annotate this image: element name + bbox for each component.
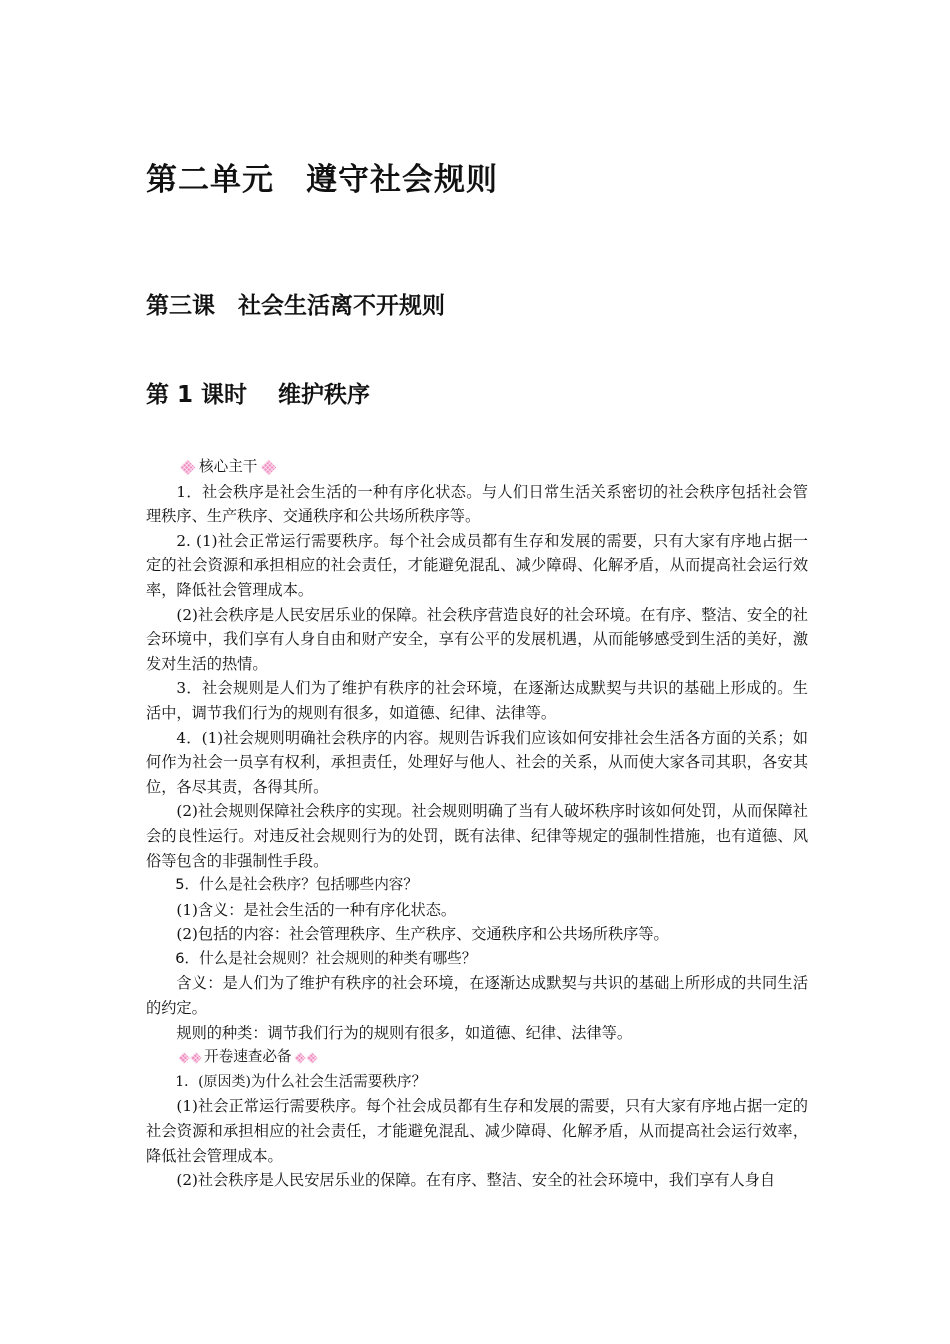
paragraph: 4．(1)社会规则明确社会秩序的内容。规则告诉我们应该如何安排社会生活各方面的关系；如何作为社会一员享有权利，承担责任，处理好与他人、社会的关系，从而使大家各司其职，各安其位，各尽其责，各得其所。 [146, 728, 808, 796]
diamond-small-icon [190, 1052, 201, 1063]
question-heading [146, 1070, 808, 1095]
question-prefix: 1．(原因类) [175, 1073, 252, 1090]
diamond-right-icon [261, 460, 277, 476]
section-tag-core [146, 455, 808, 480]
question-text: 为什么社会生活需要秩序？ [251, 1072, 427, 1090]
section-label: 核心主干 [199, 458, 258, 475]
paragraph: (2)社会规则保障社会秩序的实现。社会规则明确了当有人破坏秩序时该如何处罚，从而保障社会的良性运行。对违反社会规则行为的处罚，既有法律、纪律等规定的强制性措施，也有道德、风俗等包含的非强制性手段。 [146, 802, 808, 870]
question-heading: 5．什么是社会秩序？包括哪些内容？ [175, 876, 418, 894]
paragraph: 1．社会秩序是社会生活的一种有序化状态。与人们日常生活关系密切的社会秩序包括社会管理秩序、生产秩序、交通秩序和公共场所秩序等。 [146, 482, 808, 526]
unit-title: 第二单元 遵守社会规则 [146, 162, 498, 198]
paragraph: 3．社会规则是人们为了维护有秩序的社会环境，在逐渐达成默契与共识的基础上形成的。生活中，调节我们行为的规则有很多，如道德、纪律、法律等。 [146, 679, 808, 722]
answer-line: (1)含义：是社会生活的一种有序化状态。 [176, 900, 457, 919]
answer-paragraph: (2)社会秩序是人民安居乐业的保障。在有序、整洁、安全的社会环境中，我们享有人身自 [176, 1171, 776, 1190]
diamond-left-icon [180, 460, 196, 476]
content-body [146, 455, 808, 1193]
paragraph: (2)社会秩序是人民安居乐业的保障。社会秩序营造良好的社会环境。在有序、整洁、安全的社会环境中，我们享有人身自由和财产安全，享有公平的发展机遇，从而能够感受到生活的美好，激发对生活的热情。 [146, 605, 808, 673]
answer-line: 含义：是人们为了维护有秩序的社会环境，在逐渐达成默契与共识的基础上所形成的共同生活的约定。 [146, 974, 808, 1018]
question-heading: 6．什么是社会规则？社会规则的种类有哪些？ [175, 949, 477, 967]
period-title: 第 1 课时 维护秩序 [146, 382, 371, 408]
paragraph: 2. (1)社会正常运行需要秩序。每个社会成员都有生存和发展的需要，只有大家有序地占据一定的社会资源和承担相应的社会责任，才能避免混乱、减少障碍、化解矛盾，从而提高社会运行效率，降低社会管理成本。 [146, 531, 808, 599]
answer-paragraph: (1)社会正常运行需要秩序。每个社会成员都有生存和发展的需要，只有大家有序地占据一定的社会资源和承担相应的社会责任，才能避免混乱、减少障碍、化解矛盾，从而提高社会运行效率，降低社会管理成本。 [146, 1097, 808, 1165]
answer-line: 规则的种类：调节我们行为的规则有很多，如道德、纪律、法律等。 [176, 1023, 633, 1042]
diamond-small-icon [306, 1052, 317, 1063]
answer-line: (2)包括的内容：社会管理秩序、生产秩序、交通秩序和公共场所秩序等。 [176, 925, 669, 944]
diamond-small-icon [294, 1052, 305, 1063]
lesson-title: 第三课 社会生活离不开规则 [146, 293, 445, 319]
section-tag-quick-reference [146, 1045, 808, 1070]
section-label: 开卷速查必备 [204, 1048, 292, 1066]
diamond-small-icon [178, 1052, 189, 1063]
